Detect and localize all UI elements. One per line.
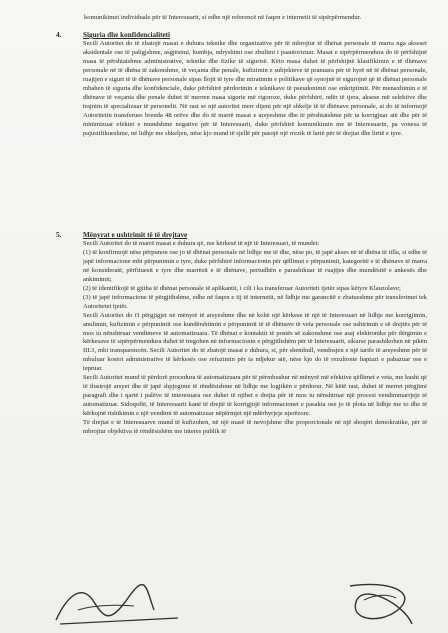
section-heading: Siguria dhe konfidencialiteti xyxy=(83,31,171,39)
section-paragraph: Të drejtat e të Interesuarve mund të kufizohen, në një masë të nevojshme dhe proporcionale në një shoqëri demokratike, për të mbrojtur objektiva të rëndësishëm me interes publik të xyxy=(83,419,427,436)
section-paragraph: (2) të identifikojë të gjitha të dhënat personale të aplikantit, i cili i ka transferuar Autoriteti tjetër sipas këtyre Klauzolave; xyxy=(83,284,401,292)
section-paragraph: Secili Autoritet do t'i përgjigjet në mënyrë të arsyeshme dhe në kohë një kërkese të një të Interesuari në lidhje me korrigjimin, anulimin, kufizimin e përpunimit ose kundërshtimin e përpunimit të të dhënave të veta personale ose ushtrimin e së drejtës për të mos iu nënshtruar vendimeve të automatizuara. Të dhënat e kontaktit të postës së zakonshme ose asaj elektronike për dërgimin e kërkesave të sipërpërmendura duhet të tregohen në informacionin e përgjithshëm për të Interesuarit, sikurse parashikohen në pikën III.3, mbi transparencën. Secili Autoritet do të zbatojë masat e duhura, si, për shembull, vendosjen e një tarife të arsyeshme për të mbuluar kostot administrative të kërkesës ose refuzimin për ta ndjekur atë, nëse kjo do të rezultonte haptazi e pabazuar ose e tepruar. xyxy=(83,311,427,373)
section-body xyxy=(83,231,427,437)
intro-paragraph: komunikimet individuale për të Interesuarit, si edhe një referencë në faqen e internetit të sipërpërmendur. xyxy=(84,13,362,21)
signature-right-icon xyxy=(330,578,430,630)
section-rights xyxy=(56,231,428,437)
signature-left-icon xyxy=(50,580,190,630)
section-paragraph: (1) të konfirmojë nëse përpunon ose jo të dhënat personale në lidhje me të dhe, nëse po, të japë akses në të dhëna të tilla, si edhe të japë informacione mbi përpunimin e tyre, duke përfshirë informacionin për qëllimet e përpunimit, kategoritë e të dhënave të marra në konsideratë, përfituesit e tyre dhe marrësit e të dhënave, periudhën e parashikuar të ruajtjes dhe mundësitë e ankesës dhe ankimimit; xyxy=(83,248,427,283)
section-paragraph: (3) të japë informacione të përgjithshme, edhe në faqen e tij të internetit, në lidhje me garancitë e zbatueshme për transferimet tek Autoritetet tjetër. xyxy=(83,293,427,310)
section-number: 4. xyxy=(56,31,62,39)
section-paragraph: Secili Autoritet do të zbatojë masat e duhura teknike dhe organizative për të mbrojtur të dhënat personale të marra nga akseset aksidentale ose të paligjshme, asgjësimi, humbja, ndryshimi ose zbulimi i paautorizuar. Masat e sipërpërmendura do të përfshijnë masa të përshtatshme administrative, teknike dhe fizike të sigurisë. Këto masa duhet të përfshijnë klasifikimin e të dhënave personale në të dhëna të zakonshme, të veçanta dhe penale, kufizimin e subjekteve të pranuara për të hyrë në të dhënat personale, ruajtjen e sigurt të të dhënave personale sipas llojit të tyre dhe miratimin e politikave që synojnë të sigurojnë që të dhënat personale mbahen të sigurta dhe konfidenciale, duke përfshirë përdorimin e teknikave të pseudonimit ose enkriptimit. Për menaxhimin e të dhënave të veçanta dhe penale duhet të merren masa sigurie më rigoroze, duke përfshirë, ndër të tjera, aksese më selektive dhe trajnim të specializuar të personelit. Në rast se një autoritet merr dijeni për një shkelje të të dhënave personale, ai do të informojë Autoritetin transferues brenda 48 orëve dhe do të marrë masat e arsyeshme dhe të përshtatshme për ta korrigjuar atë dhe për të minimizuar efektet e mundshme negative për të Interesuarit, duke përfshirë komunikimin me të Interesuarin, pa vonesa të pajustifikueshme, në lidhje me shkeljen, nëse kjo mund të sjellë për pasojë një rrezik të lartë për të drejtat dhe liritë e tyre. xyxy=(83,40,427,137)
section-paragraph: Secili Autoritet do të marrë masat e duhura që, me kërkesë të një të Interesuari, të mundet: xyxy=(83,240,320,247)
section-body xyxy=(83,31,427,138)
section-number: 5. xyxy=(56,231,62,239)
section-security xyxy=(56,31,428,138)
section-heading: Mënyrat e ushtrimit të të drejtave xyxy=(83,231,188,239)
section-paragraph: Secili Autoritet mund të përdorë procedura të automatizuara për të përmbushur në mënyrë më efektive qëllimet e veta, me kusht që të ilustrojë arsyet dhe të japë shpjegime të rëndësishme në lidhje me logjikën e përdorur. Në këtë rast, duhet të merret përgjimi paragrafi dhe i qartë i palëve të interesuara ose duhet të njihet e drejta për të mos iu nënshtruar një procesi vendimmarrjeje të automatizuar. Sidoqoftë, të Interesuarit kanë të drejtë të korrigjojë informacionet e pasakta ose jo të plota në lidhje me to dhe të kërkojnë rishikimin e një vendimi të automatizuar nëpërmjet një ndërhyrjeje njerëzore. xyxy=(83,374,427,418)
